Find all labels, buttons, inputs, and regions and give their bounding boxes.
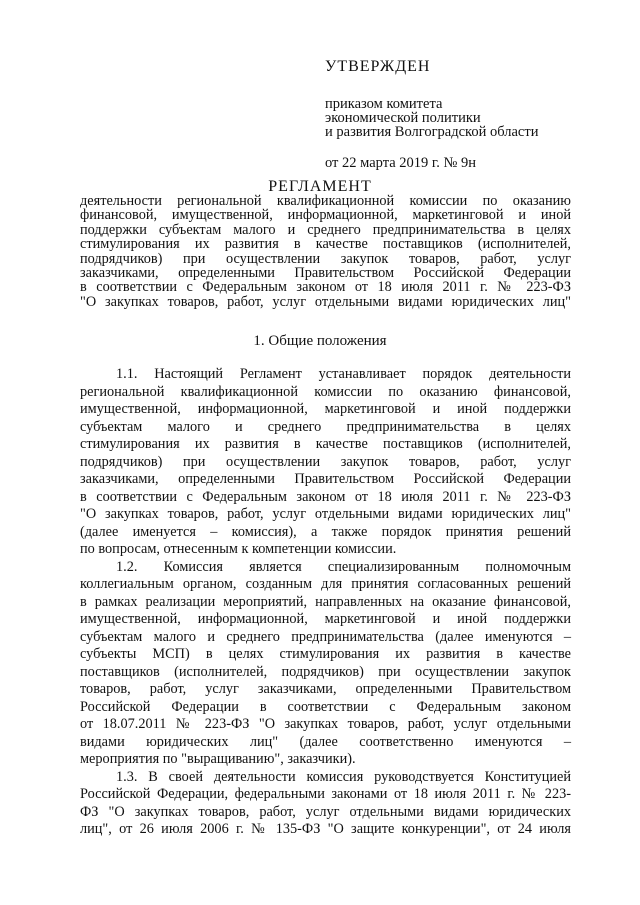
paragraph-line: подрядчиков) при осуществлении закупок товаров, работ, услуг bbox=[80, 453, 571, 470]
subtitle-line: заказчиками, определенными Правительством Российской Федерации bbox=[80, 265, 571, 282]
paragraph-line: Российской Федерации, федеральными законами от 18 июля 2011 г. № 223- bbox=[80, 786, 571, 802]
paragraph-line: (далее именуется – комиссия), а также порядок принятия решений bbox=[80, 523, 571, 540]
paragraph-line: 1.3. В своей деятельности комиссия руководствуется Конституцией bbox=[116, 768, 571, 785]
paragraph-line: субъектам малого и среднего предпринимательства в целях bbox=[80, 418, 571, 435]
paragraph-line: по вопросам, отнесенным к компетенции комиссии. bbox=[80, 541, 397, 557]
subtitle-line: стимулирования их развития в качестве поставщиков (исполнителей, bbox=[80, 236, 571, 253]
paragraph-line: заказчиками, определенными Правительством Российской Федерации bbox=[80, 471, 571, 487]
paragraph-line: 1.2. Комиссия является специализированным полномочным bbox=[116, 558, 571, 575]
paragraph-line: субъектам малого и среднего предпринимательства (далее именуются – bbox=[80, 628, 571, 645]
paragraph-line: стимулирования их развития в качестве поставщиков (исполнителей, bbox=[80, 436, 571, 452]
subtitle-line: деятельности региональной квалификационной комиссии по оказанию bbox=[80, 193, 571, 209]
approval-order-line: экономической политики bbox=[325, 110, 481, 126]
subtitle-line: финансовой, имущественной, информационной, маркетинговой и иной bbox=[80, 207, 571, 224]
paragraph-line: субъекты МСП) в целях стимулирования их развития в качестве bbox=[80, 646, 571, 662]
paragraph-line: "О закупках товаров, работ, услуг отдельными видами юридических лиц" bbox=[80, 506, 571, 522]
paragraph-line: поставщиков (исполнителей, подрядчиков) при осуществлении закупок bbox=[80, 663, 571, 680]
section-title: 1. Общие положения bbox=[253, 333, 387, 349]
paragraph-line: Российской Федерации в соответствии с Федеральным законом bbox=[80, 698, 571, 715]
approval-order bbox=[325, 97, 585, 139]
regulation-subtitle bbox=[80, 194, 571, 309]
paragraph-line: региональной квалификационной комиссии по оказанию финансовой, bbox=[80, 383, 571, 400]
subtitle-line: в соответствии с Федеральным законом от 18 июля 2011 г. № 223-ФЗ bbox=[80, 279, 571, 296]
approval-order-line: приказом комитета bbox=[325, 96, 443, 112]
paragraph-line: в рамках реализации мероприятий, направленных на оказание финансовой, bbox=[80, 593, 571, 610]
approval-order-line: и развития Волгоградской области bbox=[325, 124, 539, 140]
section-body bbox=[80, 366, 571, 839]
subtitle-line: поддержки субъектам малого и среднего предпринимательства в целях bbox=[80, 221, 571, 238]
paragraph-line: имущественной, информационной, маркетинговой и иной поддержки bbox=[80, 611, 571, 627]
paragraph-line: лиц", от 26 июля 2006 г. № 135-ФЗ "О защите конкуренции", от 24 июля bbox=[80, 821, 571, 837]
paragraph-line: 1.1. Настоящий Регламент устанавливает порядок деятельности bbox=[116, 366, 571, 382]
subtitle-line: "О закупках товаров, работ, услуг отдельными видами юридических лиц" bbox=[80, 293, 571, 310]
regulation-title: РЕГЛАМЕНТ bbox=[268, 178, 372, 195]
paragraph-line: мероприятия по "выращиванию", заказчики). bbox=[80, 751, 356, 767]
paragraph-line: видами юридических лиц" (далее соответственно именуются – bbox=[80, 733, 571, 750]
approval-block bbox=[325, 58, 585, 171]
subtitle-line: подрядчиков) при осуществлении закупок товаров, работ, услуг bbox=[80, 250, 571, 267]
paragraph-line: ФЗ "О закупках товаров, работ, услуг отдельными видами юридических bbox=[80, 803, 571, 820]
paragraph-line: от 18.07.2011 № 223-ФЗ "О закупках товаров, работ, услуг отдельными bbox=[80, 716, 571, 732]
paragraph-line: имущественной, информационной, маркетинговой и иной поддержки bbox=[80, 401, 571, 417]
approval-heading: УТВЕРЖДЕН bbox=[325, 58, 431, 75]
paragraph-line: коллегиальным органом, созданным для принятия согласованных решений bbox=[80, 576, 571, 592]
approval-order-date: от 22 марта 2019 г. № 9н bbox=[325, 155, 476, 171]
paragraph-line: в соответствии с Федеральным законом от 18 июля 2011 г. № 223-ФЗ bbox=[80, 488, 571, 505]
paragraph-line: товаров, работ, услуг заказчиками, определенными Правительством bbox=[80, 681, 571, 697]
